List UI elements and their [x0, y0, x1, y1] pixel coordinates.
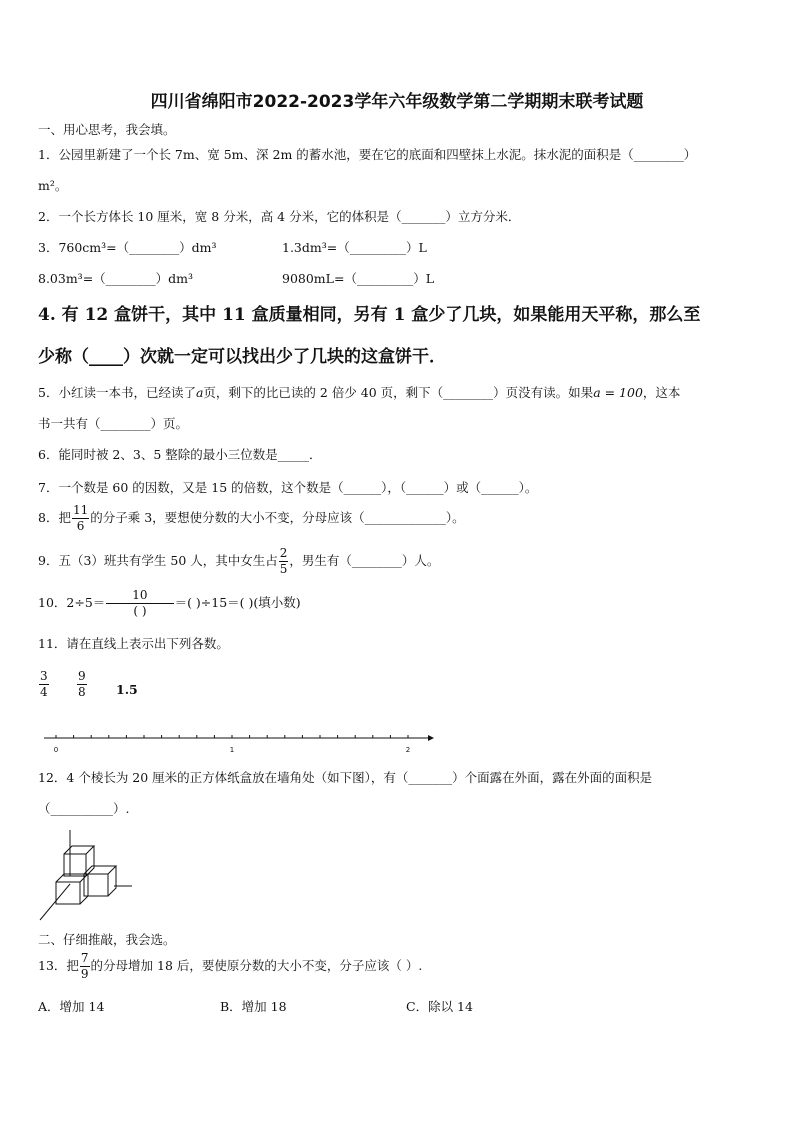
question-10-text-b: ＝( )÷15＝( )(填小数): [174, 595, 301, 610]
question-10: [38, 588, 301, 619]
cube-bottom-right: [84, 866, 116, 896]
fraction-denominator: 4: [40, 685, 48, 699]
cube-stack-diagram: [36, 828, 136, 924]
page-title: 四川省绵阳市2022-2023学年六年级数学第二学期期末联考试题: [150, 92, 644, 112]
question-8-fraction: [72, 503, 89, 534]
fraction-nine-eighths: [77, 669, 87, 700]
question-5-line1: [38, 384, 680, 402]
question-1-line2: m²。: [38, 178, 68, 193]
question-9-fraction: [279, 546, 289, 577]
number-line-tick-label: 1: [229, 746, 235, 754]
question-3b: 1.3dm³=（_________）L: [282, 240, 427, 255]
question-4-line2: 少称（____）次就一定可以找出少了几块的这盒饼干．: [38, 347, 446, 367]
question-8-text-a: 8．把: [38, 510, 71, 525]
question-3a: 3．760cm³=（________）dm³: [38, 240, 217, 255]
question-10-fraction: [106, 588, 173, 619]
wall-edge-diagonal: [40, 884, 70, 920]
question-4-line1: 4. 有 12 盒饼干，其中 11 盒质量相同，另有 1 盒少了几块，如果能用天平称，那么至: [38, 305, 701, 325]
cube-top: [64, 846, 94, 876]
question-13-text-b: 的分母增加 18 后，要使原分数的大小不变，分子应该（ ）.: [90, 958, 423, 973]
question-5-line2: 书一共有（________）页。: [38, 416, 189, 431]
fraction-denominator: 9: [80, 967, 89, 981]
question-5-variable: a: [195, 385, 204, 400]
question-11: 11．请在直线上表示出下列各数。: [38, 636, 229, 651]
fraction-numerator: 2: [279, 546, 288, 560]
fraction-three-quarters: [39, 669, 49, 700]
question-7: 7．一个数是 60 的因数，又是 15 的倍数，这个数是（______），（______）或（______）。: [38, 480, 538, 495]
cube-bottom-left: [56, 874, 88, 904]
question-9-text-b: ，男生有（________）人。: [289, 553, 440, 568]
section-2-heading: 二、仔细推敲，我会选。: [38, 932, 176, 947]
question-12-line2: （__________）.: [38, 801, 130, 816]
question-13-text-a: 13．把: [38, 958, 79, 973]
question-13-fraction: [80, 951, 90, 982]
question-5-text-a: 5．小红读一本书，已经读了: [38, 385, 196, 400]
number-line-tick-label: 2: [405, 746, 411, 754]
fraction-denominator: ( ): [133, 604, 147, 618]
question-10-text-a: 10．2÷5＝: [38, 595, 106, 610]
number-line-tick-label: 0: [53, 746, 59, 754]
option-c[interactable]: C．除以 14: [406, 999, 473, 1014]
section-1-heading: 一、用心思考，我会填。: [38, 122, 176, 137]
fraction-numerator: 10: [106, 588, 173, 604]
question-8-text-b: 的分子乘 3，要想使分数的大小不变，分母应该（_____________）。: [90, 510, 465, 525]
fraction-numerator: 9: [78, 669, 86, 683]
question-9: [38, 546, 439, 577]
question-13: [38, 951, 422, 982]
fraction-numerator: 7: [80, 951, 89, 965]
question-1-line1: 1．公园里新建了一个长 7m、宽 5m、深 2m 的蓄水池，要在它的底面和四壁抹上水泥。抹水泥的面积是（________）: [38, 147, 697, 162]
question-2: 2．一个长方体长 10 厘米，宽 8 分米，高 4 分米，它的体积是（_______）立方分米．: [38, 209, 521, 224]
question-9-text-a: 9．五（3）班共有学生 50 人，其中女生占: [38, 553, 278, 568]
question-3c: 8.03m³=（________）dm³: [38, 271, 194, 286]
option-b[interactable]: B．增加 18: [220, 999, 287, 1014]
question-12-line1: 12．4 个棱长为 20 厘米的正方体纸盒放在墙角处（如下图），有（_______）个面露在外面，露在外面的面积是: [38, 770, 653, 785]
question-8: [38, 503, 465, 534]
fraction-denominator: 6: [76, 519, 85, 533]
question-6: 6．能同时被 2、3、5 整除的最小三位数是_____．: [38, 447, 322, 462]
question-11-value-1: [38, 669, 50, 700]
question-5-text-b: 页，剩下的比已读的 2 倍少 40 页，剩下（________）页没有读。如果: [203, 385, 594, 400]
fraction-denominator: 8: [78, 685, 86, 699]
question-5-text-c: ，这本: [642, 385, 681, 400]
number-line-arrow: [428, 735, 434, 741]
question-5-equation: a = 100: [593, 385, 643, 400]
question-3d: 9080mL=（_________）L: [282, 271, 434, 286]
fraction-numerator: 3: [40, 669, 48, 683]
question-11-value-3: 1.5: [116, 682, 138, 697]
fraction-numerator: 11: [72, 503, 89, 517]
number-line: [40, 730, 440, 756]
fraction-denominator: 5: [279, 562, 288, 576]
question-11-value-2: [76, 669, 88, 700]
option-a[interactable]: A．增加 14: [38, 999, 105, 1014]
